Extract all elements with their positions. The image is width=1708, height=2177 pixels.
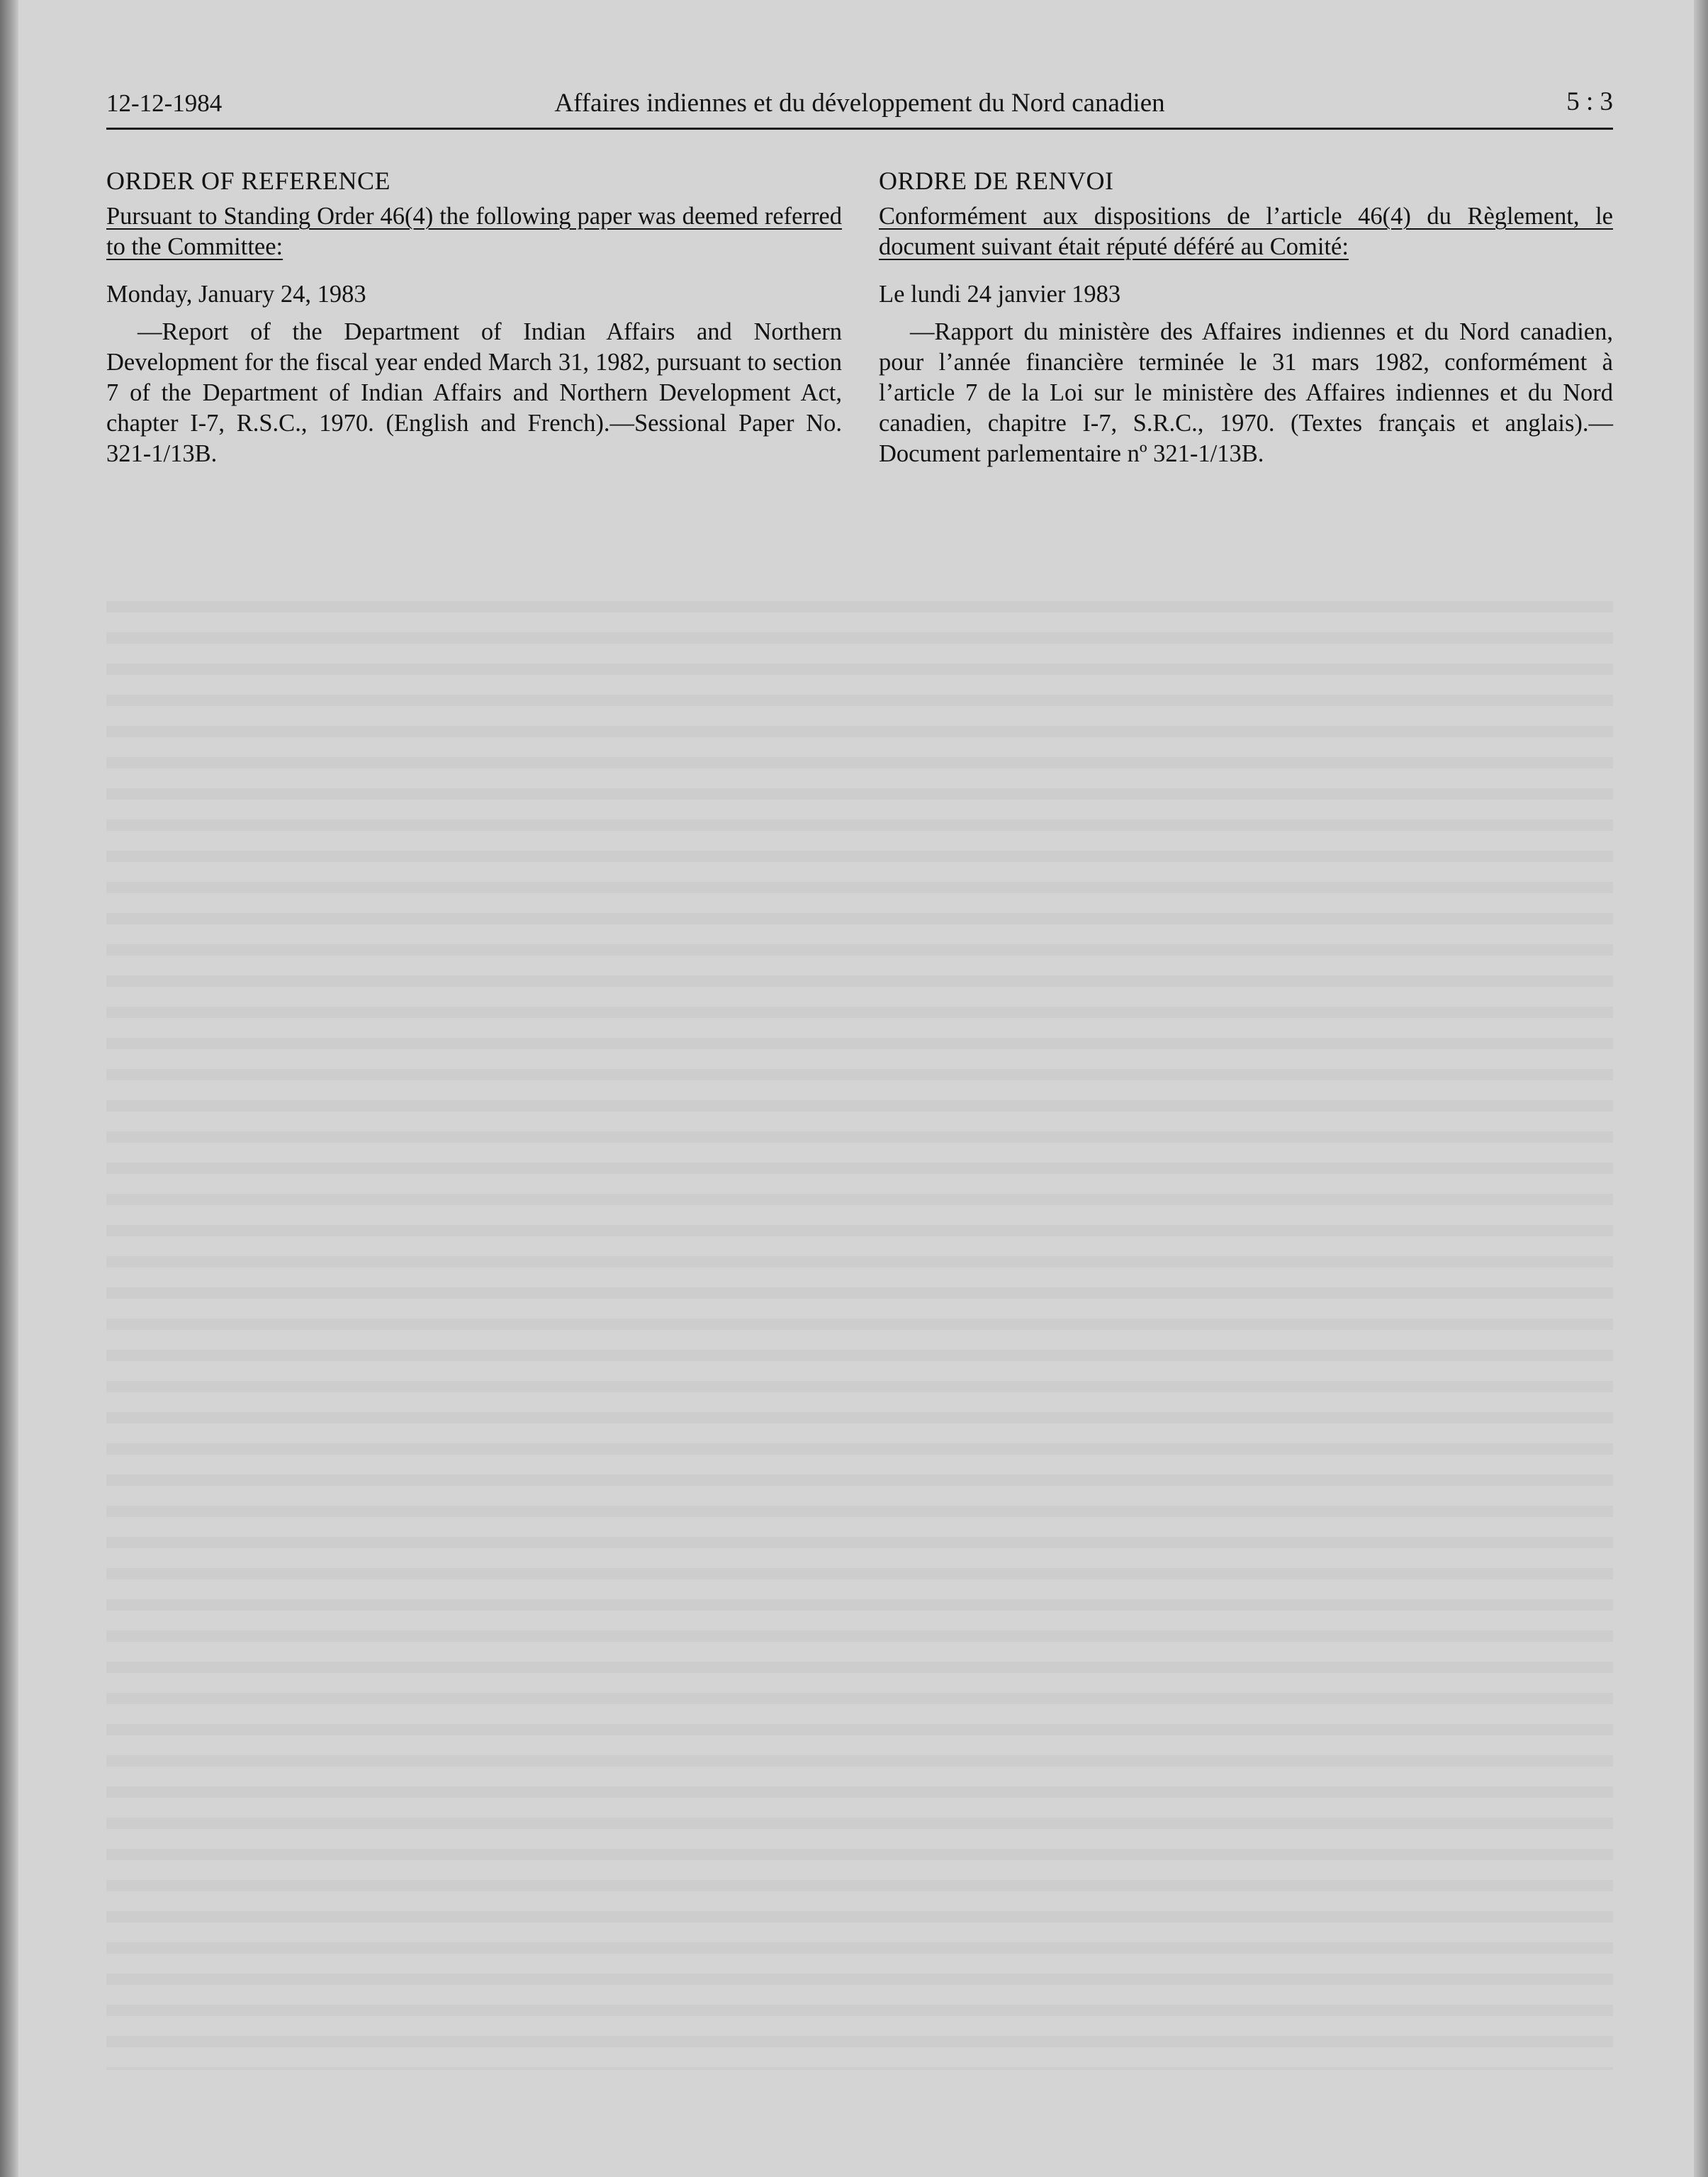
page-number: 5 : 3 xyxy=(1566,87,1613,116)
french-body: —Rapport du ministère des Affaires indiennes et du Nord canadien, pour l’année financière terminée le 31 mars 1982, conformément à l’article 7 de la Loi sur le ministère des Affaires indiennes et du Nord canadien, chapitre I-7, S.R.C., 1970. (Textes français et anglais).—Document parlementaire nº 321-1/13B. xyxy=(879,318,1613,467)
header-date: 12-12-1984 xyxy=(106,89,223,117)
french-intro: Conformément aux dispositions de l’article 46(4) du Règlement, le document suivant était réputé déféré au Comité: xyxy=(879,203,1613,260)
show-through-text xyxy=(106,581,1613,2070)
french-date: Le lundi 24 janvier 1983 xyxy=(879,281,1121,308)
english-column xyxy=(106,164,842,469)
french-heading: ORDRE DE RENVOI xyxy=(879,167,1114,195)
header-title: Affaires indiennes et du développement du Nord canadien xyxy=(554,89,1165,118)
english-date: Monday, January 24, 1983 xyxy=(106,281,366,308)
english-body: —Report of the Department of Indian Affairs and Northern Development for the fiscal year ended March 31, 1982, pursuant to section 7 of the Department of Indian Affairs and Northern Development Act, chapter I-7, R.S.C., 1970. (English and French).—Sessional Paper No. 321-1/13B. xyxy=(106,318,842,467)
english-heading: ORDER OF REFERENCE xyxy=(106,167,391,195)
page-left-edge xyxy=(0,0,18,2177)
french-column xyxy=(879,164,1613,469)
english-intro: Pursuant to Standing Order 46(4) the following paper was deemed referred to the Committee: xyxy=(106,203,842,260)
header-rule xyxy=(106,128,1613,130)
page-right-edge xyxy=(1694,0,1708,2177)
running-header xyxy=(106,85,1613,128)
